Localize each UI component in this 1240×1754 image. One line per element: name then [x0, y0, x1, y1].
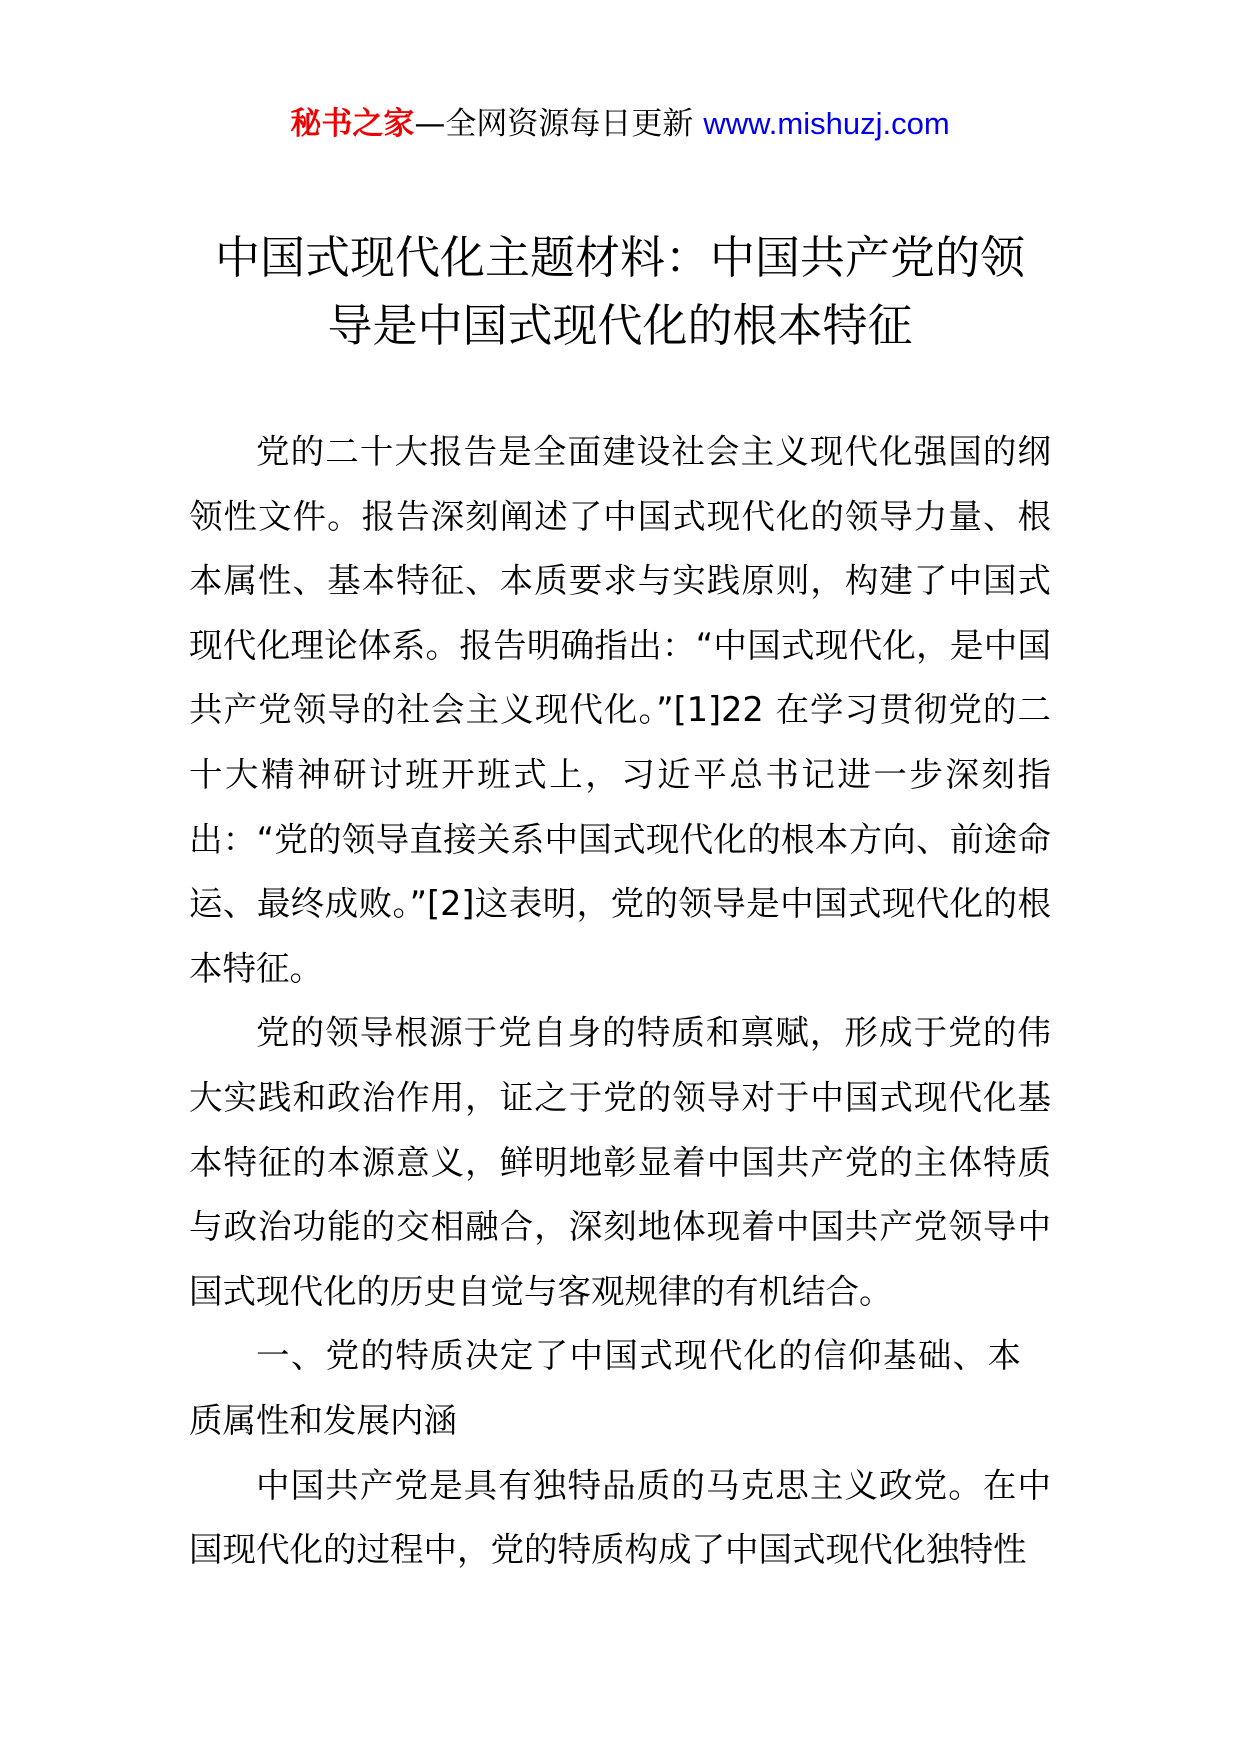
- title-line-1: 中国式现代化主题材料：中国共产党的领: [214, 231, 1025, 284]
- site-url-link[interactable]: www.mishuzj.com: [703, 106, 950, 141]
- document-body: [189, 420, 1051, 1583]
- site-brand: 秘书之家: [290, 106, 415, 142]
- paragraph-second: 党的领导根源于党自身的特质和禀赋，形成于党的伟大实践和政治作用，证之于党的领导对于中国式现代化基本特征的本源意义，鲜明地彰显着中国共产党的主体特质与政治功能的交相融合，深刻地体现着中国共产党领导中国式现代化的历史自觉与客观规律的有机结合。: [189, 1013, 1051, 1311]
- site-tagline: —全网资源每日更新: [414, 106, 694, 142]
- paragraph-intro: 党的二十大报告是全面建设社会主义现代化强国的纲领性文件。报告深刻阐述了中国式现代化的领导力量、根本属性、基本特征、本质要求与实践原则，构建了中国式现代化理论体系。报告明确指出：“中国式现代化，是中国共产党领导的社会主义现代化。”[1]22 在学习贯彻党的二十大精神研讨班开班式上，习近平总书记进一步深刻指出：“党的领导直接关系中国式现代化的根本方向、前途命运、最终成败。”[2]这表明，党的领导是中国式现代化的根本特征。: [189, 432, 1051, 988]
- paragraph-section-1: 中国共产党是具有独特品质的马克思主义政党。在中国现代化的过程中，党的特质构成了中国式现代化独特性: [189, 1465, 1051, 1570]
- document-title: [180, 224, 1060, 360]
- section-heading-1: 一、党的特质决定了中国式现代化的信仰基础、本质属性和发展内涵: [189, 1336, 1021, 1440]
- site-header: [0, 100, 1240, 148]
- title-line-2: 导是中国式现代化的根本特征: [327, 299, 913, 352]
